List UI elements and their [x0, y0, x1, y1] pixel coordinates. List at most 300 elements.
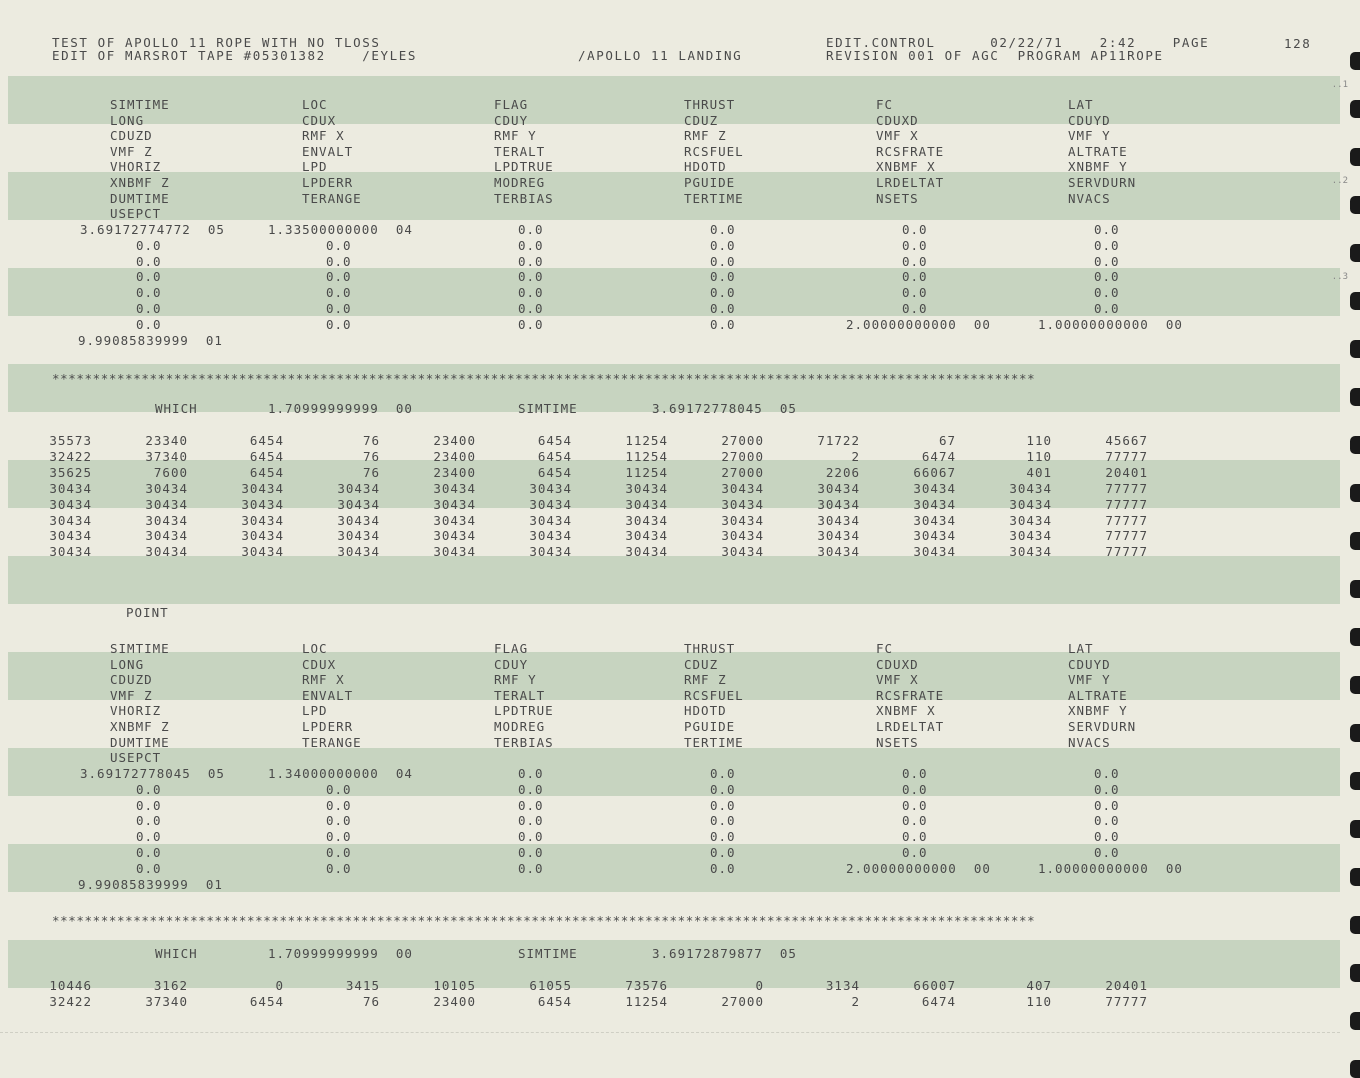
- block1-label: DUMTIME: [110, 190, 170, 206]
- block2-label: FLAG: [494, 641, 529, 656]
- octal1-cell: 30434: [625, 480, 668, 496]
- block1-label: THRUST: [684, 97, 736, 112]
- block1-value: 0.0: [902, 222, 928, 237]
- octal1-cell: 30434: [49, 512, 92, 528]
- block1-value: 0.0: [1094, 285, 1120, 301]
- block2-value: 0.0: [136, 829, 162, 845]
- block1-label: XNBMF Y: [1068, 159, 1128, 175]
- block1-value: 0.0: [1094, 269, 1120, 285]
- octal1-cell: 30434: [241, 496, 284, 512]
- sprocket-hole: [1350, 388, 1360, 406]
- block2-value: 0.0: [710, 845, 736, 860]
- octal1-cell: 30434: [145, 512, 188, 528]
- block1-label: PGUIDE: [684, 175, 736, 190]
- paper-band: [8, 556, 1340, 604]
- point-label: POINT: [126, 605, 169, 620]
- sprocket-hole: [1350, 628, 1360, 646]
- octal1-cell: 30434: [145, 528, 188, 544]
- block2-last-value: 9.99085839999 01: [78, 876, 223, 892]
- octal1-cell: 6454: [537, 464, 572, 480]
- paper-band: [8, 268, 1340, 316]
- block2-value: 0.0: [710, 781, 736, 797]
- block1-value: 0.0: [710, 285, 736, 301]
- octal1-cell: 30434: [1009, 496, 1052, 512]
- octal1-cell: 30434: [337, 496, 380, 512]
- sprocket-hole: [1350, 868, 1360, 886]
- block2-label: CDUXD: [876, 656, 919, 672]
- block2-label: CDUZD: [110, 672, 153, 688]
- block1-value: 0.0: [1094, 237, 1120, 253]
- octal1-cell: 76: [362, 464, 380, 480]
- block1-label: CDUY: [494, 112, 529, 128]
- octal1-cell: 6454: [249, 464, 284, 480]
- block1-value: 2.00000000000 00: [846, 316, 991, 332]
- block2-value: 0.0: [136, 813, 162, 829]
- block1-value: 0.0: [1094, 301, 1120, 316]
- octal1-cell: 30434: [1009, 544, 1052, 560]
- block1-label: NVACS: [1068, 190, 1111, 206]
- simtime-label: SIMTIME: [518, 946, 578, 961]
- block2-value: 0.0: [136, 797, 162, 813]
- block1-label: LOC: [302, 97, 328, 112]
- octal1-cell: 30434: [433, 496, 476, 512]
- block2-value: 0.0: [902, 813, 928, 829]
- octal2-cell: 0: [275, 978, 284, 993]
- block1-label: VHORIZ: [110, 159, 162, 175]
- block1-value: 0.0: [518, 301, 544, 316]
- octal1-cell: 30434: [337, 544, 380, 560]
- sprocket-hole: [1350, 676, 1360, 694]
- octal1-cell: 77777: [1105, 448, 1148, 464]
- block1-label: ENVALT: [302, 143, 354, 159]
- page-number: 128: [1284, 36, 1312, 51]
- block1-label: RMF X: [302, 128, 345, 144]
- header-revision: REVISION 001 OF AGC PROGRAM AP11ROPE: [826, 48, 1164, 63]
- octal1-cell: 76: [362, 433, 380, 448]
- block1-value: 0.0: [710, 301, 736, 316]
- octal1-cell: 45667: [1105, 433, 1148, 448]
- block1-value: 0.0: [902, 237, 928, 253]
- block2-label: TERTIME: [684, 734, 744, 750]
- simtime-label: SIMTIME: [518, 401, 578, 416]
- paper-band: [8, 76, 1340, 124]
- block1-label: VMF X: [876, 128, 919, 144]
- block1-label: CDUZD: [110, 128, 153, 144]
- block1-label: TERTIME: [684, 190, 744, 206]
- block1-label: VMF Y: [1068, 128, 1111, 144]
- sprocket-hole: [1350, 532, 1360, 550]
- block1-label: FLAG: [494, 97, 529, 112]
- octal1-cell: 27000: [721, 448, 764, 464]
- block1-label: NSETS: [876, 190, 919, 206]
- block2-label: LAT: [1068, 641, 1094, 656]
- block1-value: 0.0: [902, 301, 928, 316]
- block1-label: LAT: [1068, 97, 1094, 112]
- octal1-cell: 30434: [433, 544, 476, 560]
- block1-value: 0.0: [518, 253, 544, 269]
- octal1-cell: 7600: [153, 464, 188, 480]
- paper-band: [8, 172, 1340, 220]
- octal1-cell: 67: [938, 433, 956, 448]
- block1-value: 0.0: [518, 269, 544, 285]
- octal1-cell: 30434: [529, 512, 572, 528]
- octal1-cell: 27000: [721, 464, 764, 480]
- block1-label: SERVDURN: [1068, 175, 1137, 190]
- block1-label: RCSFUEL: [684, 143, 744, 159]
- block1-value: 0.0: [710, 253, 736, 269]
- octal1-cell: 6454: [249, 448, 284, 464]
- block2-label: RMF Z: [684, 672, 727, 688]
- block2-label: NSETS: [876, 734, 919, 750]
- octal2-cell: 77777: [1105, 993, 1148, 1009]
- octal1-cell: 30434: [529, 480, 572, 496]
- block2-value: 0.0: [1094, 766, 1120, 781]
- header-edit-control: EDIT.CONTROL 02/22/71 2:42 PAGE: [826, 35, 1210, 50]
- octal1-cell: 30434: [337, 512, 380, 528]
- block1-value: 0.0: [518, 285, 544, 301]
- block1-label: RCSFRATE: [876, 143, 945, 159]
- block1-label: LPDTRUE: [494, 159, 554, 175]
- block2-label: LONG: [110, 656, 145, 672]
- block2-label: PGUIDE: [684, 719, 736, 734]
- block1-value: 0.0: [710, 269, 736, 285]
- block1-value: 0.0: [326, 316, 352, 332]
- octal1-cell: 30434: [337, 480, 380, 496]
- octal1-cell: 30434: [721, 544, 764, 560]
- octal1-cell: 71722: [817, 433, 860, 448]
- block1-label: CDUZ: [684, 112, 719, 128]
- block2-value: 0.0: [518, 797, 544, 813]
- block2-label: CDUYD: [1068, 656, 1111, 672]
- octal1-cell: 11254: [625, 464, 668, 480]
- block1-value: 0.0: [326, 237, 352, 253]
- block2-value: 2.00000000000 00: [846, 860, 991, 876]
- block2-value: 0.0: [1094, 797, 1120, 813]
- block1-value: 0.0: [518, 316, 544, 332]
- octal2-cell: 10105: [433, 978, 476, 993]
- block2-value: 0.0: [1094, 813, 1120, 829]
- block2-value: 0.0: [710, 766, 736, 781]
- block2-value: 0.0: [710, 860, 736, 876]
- block2-value: 0.0: [326, 829, 352, 845]
- block2-value: 0.0: [136, 845, 162, 860]
- block1-value: 0.0: [1094, 253, 1120, 269]
- octal1-cell: 77777: [1105, 528, 1148, 544]
- block2-value: 0.0: [710, 797, 736, 813]
- octal1-cell: 30434: [241, 544, 284, 560]
- block2-label: XNBMF Z: [110, 719, 170, 734]
- block1-value: 0.0: [710, 222, 736, 237]
- block2-label: LPDTRUE: [494, 703, 554, 719]
- sprocket-hole: [1350, 436, 1360, 454]
- octal1-cell: 30434: [433, 480, 476, 496]
- octal1-cell: 23400: [433, 448, 476, 464]
- simtime-value: 3.69172879877 05: [652, 946, 797, 961]
- block2-label: TERANGE: [302, 734, 362, 750]
- block2-value: 0.0: [1094, 829, 1120, 845]
- block1-label: HDOTD: [684, 159, 727, 175]
- block1-value: 0.0: [326, 253, 352, 269]
- octal1-cell: 30434: [529, 496, 572, 512]
- sprocket-hole: [1350, 484, 1360, 502]
- octal1-cell: 30434: [145, 496, 188, 512]
- block2-value: 0.0: [518, 829, 544, 845]
- block2-value: 0.0: [326, 860, 352, 876]
- octal2-cell: 32422: [49, 993, 92, 1009]
- octal2-cell: 27000: [721, 993, 764, 1009]
- block2-label: VMF Z: [110, 687, 153, 703]
- block1-label: LRDELTAT: [876, 175, 945, 190]
- block2-label: LOC: [302, 641, 328, 656]
- block2-value: 0.0: [518, 845, 544, 860]
- header-center: /APOLLO 11 LANDING: [578, 48, 743, 63]
- octal1-cell: 30434: [721, 528, 764, 544]
- block2-label: LRDELTAT: [876, 719, 945, 734]
- octal1-cell: 30434: [145, 480, 188, 496]
- octal2-cell: 407: [1026, 978, 1052, 993]
- block2-label: VMF X: [876, 672, 919, 688]
- sprocket-hole: [1350, 724, 1360, 742]
- octal1-cell: 35573: [49, 433, 92, 448]
- octal1-cell: 37340: [145, 448, 188, 464]
- simtime-value: 3.69172778045 05: [652, 401, 797, 416]
- block1-value: 0.0: [326, 285, 352, 301]
- sprocket-hole: [1350, 1012, 1360, 1030]
- octal2-cell: 23400: [433, 993, 476, 1009]
- octal1-cell: 77777: [1105, 544, 1148, 560]
- octal1-cell: 23400: [433, 464, 476, 480]
- sprocket-hole: [1350, 148, 1360, 166]
- octal1-cell: 30434: [817, 544, 860, 560]
- block1-value: 0.0: [136, 316, 162, 332]
- octal1-cell: 30434: [625, 512, 668, 528]
- octal2-cell: 10446: [49, 978, 92, 993]
- octal1-cell: 23400: [433, 433, 476, 448]
- block2-value: 0.0: [1094, 781, 1120, 797]
- sprocket-hole: [1350, 292, 1360, 310]
- octal1-cell: 27000: [721, 433, 764, 448]
- octal1-cell: 30434: [49, 544, 92, 560]
- block2-label: MODREG: [494, 719, 546, 734]
- block2-value: 0.0: [710, 829, 736, 845]
- octal1-cell: 30434: [433, 528, 476, 544]
- block1-label: MODREG: [494, 175, 546, 190]
- octal1-cell: 30434: [145, 544, 188, 560]
- octal1-cell: 2206: [825, 464, 860, 480]
- block1-value: 0.0: [1094, 222, 1120, 237]
- block2-value: 0.0: [710, 813, 736, 829]
- octal2-cell: 37340: [145, 993, 188, 1009]
- octal1-cell: 32422: [49, 448, 92, 464]
- octal1-cell: 23340: [145, 433, 188, 448]
- block2-value: 0.0: [902, 829, 928, 845]
- block2-label: RCSFUEL: [684, 687, 744, 703]
- separator-stars: *************************************************************************************************************************: [52, 913, 1036, 928]
- octal1-cell: 30434: [241, 480, 284, 496]
- block2-value: 0.0: [518, 860, 544, 876]
- octal1-cell: 20401: [1105, 464, 1148, 480]
- sprocket-hole: [1350, 52, 1360, 70]
- block2-label: RMF X: [302, 672, 345, 688]
- block2-value: 1.34000000000 04: [268, 766, 413, 781]
- block2-label: VMF Y: [1068, 672, 1111, 688]
- octal1-cell: 30434: [1009, 512, 1052, 528]
- block2-label: SIMTIME: [110, 641, 170, 656]
- block2-label: HDOTD: [684, 703, 727, 719]
- block2-label: XNBMF X: [876, 703, 936, 719]
- octal1-cell: 30434: [817, 480, 860, 496]
- block2-label: THRUST: [684, 641, 736, 656]
- block1-label: VMF Z: [110, 143, 153, 159]
- block1-label: LONG: [110, 112, 145, 128]
- sprocket-hole: [1350, 964, 1360, 982]
- octal1-cell: 30434: [1009, 528, 1052, 544]
- octal2-cell: 3415: [345, 978, 380, 993]
- octal1-cell: 30434: [913, 480, 956, 496]
- block2-value: 0.0: [518, 813, 544, 829]
- octal1-cell: 35625: [49, 464, 92, 480]
- block1-value: 1.33500000000 04: [268, 222, 413, 237]
- block1-value: 0.0: [518, 237, 544, 253]
- octal1-cell: 66067: [913, 464, 956, 480]
- block2-value: 0.0: [902, 781, 928, 797]
- octal1-cell: 401: [1026, 464, 1052, 480]
- octal1-cell: 11254: [625, 448, 668, 464]
- sprocket-hole: [1350, 340, 1360, 358]
- block2-value: 0.0: [136, 860, 162, 876]
- block1-value: 1.00000000000 00: [1038, 316, 1183, 332]
- sprocket-hole: [1350, 820, 1360, 838]
- block2-label: SERVDURN: [1068, 719, 1137, 734]
- sprocket-hole: [1350, 196, 1360, 214]
- octal2-cell: 6474: [921, 993, 956, 1009]
- block1-label: LPD: [302, 159, 328, 175]
- block1-value: 0.0: [902, 269, 928, 285]
- block2-value: 0.0: [518, 781, 544, 797]
- block2-label: CDUY: [494, 656, 529, 672]
- block2-label: XNBMF Y: [1068, 703, 1128, 719]
- block1-label: TERALT: [494, 143, 546, 159]
- octal1-cell: 30434: [49, 496, 92, 512]
- octal1-cell: 30434: [625, 496, 668, 512]
- octal1-cell: 30434: [721, 496, 764, 512]
- block1-label: SIMTIME: [110, 97, 170, 112]
- block1-label: TERBIAS: [494, 190, 554, 206]
- block1-value: 0.0: [902, 253, 928, 269]
- block1-value: 3.69172774772 05: [80, 222, 225, 237]
- block1-label: RMF Y: [494, 128, 537, 144]
- perforation-line: [0, 1032, 1340, 1033]
- octal1-cell: 2: [851, 448, 860, 464]
- block2-label: ALTRATE: [1068, 687, 1128, 703]
- block1-value: 0.0: [326, 269, 352, 285]
- which-label: WHICH: [155, 401, 198, 416]
- octal2-cell: 110: [1026, 993, 1052, 1009]
- block2-label: VHORIZ: [110, 703, 162, 719]
- octal1-cell: 30434: [49, 480, 92, 496]
- block1-label: FC: [876, 97, 894, 112]
- block2-label: RCSFRATE: [876, 687, 945, 703]
- octal1-cell: 30434: [529, 544, 572, 560]
- sprocket-hole: [1350, 580, 1360, 598]
- octal2-cell: 3162: [153, 978, 188, 993]
- octal1-cell: 30434: [817, 528, 860, 544]
- octal2-cell: 73576: [625, 978, 668, 993]
- block1-value: 0.0: [136, 253, 162, 269]
- block1-value: 0.0: [136, 285, 162, 301]
- block2-label: RMF Y: [494, 672, 537, 688]
- block2-value: 0.0: [902, 797, 928, 813]
- margin-mark: ..1: [1331, 80, 1348, 90]
- octal2-cell: 3134: [825, 978, 860, 993]
- block2-value: 3.69172778045 05: [80, 766, 225, 781]
- block2-label: NVACS: [1068, 734, 1111, 750]
- octal1-cell: 30434: [241, 528, 284, 544]
- octal1-cell: 30434: [913, 496, 956, 512]
- margin-mark: ..3: [1331, 272, 1348, 282]
- block2-label: TERALT: [494, 687, 546, 703]
- block2-label: DUMTIME: [110, 734, 170, 750]
- block2-value: 0.0: [136, 781, 162, 797]
- which-label: WHICH: [155, 946, 198, 961]
- octal1-cell: 110: [1026, 433, 1052, 448]
- octal1-cell: 11254: [625, 433, 668, 448]
- octal1-cell: 6454: [537, 433, 572, 448]
- block1-value: 0.0: [518, 222, 544, 237]
- octal2-cell: 11254: [625, 993, 668, 1009]
- octal1-cell: 77777: [1105, 512, 1148, 528]
- block2-value: 0.0: [326, 813, 352, 829]
- paper-band: [8, 652, 1340, 700]
- block2-value: 0.0: [326, 781, 352, 797]
- octal1-cell: 30434: [721, 480, 764, 496]
- octal1-cell: 110: [1026, 448, 1052, 464]
- octal1-cell: 6474: [921, 448, 956, 464]
- block1-label: ALTRATE: [1068, 143, 1128, 159]
- octal2-cell: 66007: [913, 978, 956, 993]
- octal1-cell: 30434: [49, 528, 92, 544]
- block1-label: XNBMF Z: [110, 175, 170, 190]
- block1-value: 0.0: [326, 301, 352, 316]
- block1-label: XNBMF X: [876, 159, 936, 175]
- octal2-cell: 0: [755, 978, 764, 993]
- block2-label: ENVALT: [302, 687, 354, 703]
- block1-label: CDUYD: [1068, 112, 1111, 128]
- block1-label: CDUX: [302, 112, 337, 128]
- block2-value: 0.0: [326, 845, 352, 860]
- block2-value: 1.00000000000 00: [1038, 860, 1183, 876]
- which-value: 1.70999999999 00: [268, 946, 413, 961]
- octal1-cell: 30434: [625, 544, 668, 560]
- block2-value: 0.0: [902, 766, 928, 781]
- block2-label: LPD: [302, 703, 328, 719]
- margin-mark: ..2: [1331, 176, 1348, 186]
- octal1-cell: 6454: [249, 433, 284, 448]
- sprocket-hole: [1350, 916, 1360, 934]
- block2-label: CDUZ: [684, 656, 719, 672]
- block1-label: RMF Z: [684, 128, 727, 144]
- block1-value: 0.0: [902, 285, 928, 301]
- block2-label: USEPCT: [110, 750, 162, 766]
- block2-value: 0.0: [326, 797, 352, 813]
- sprocket-hole: [1350, 772, 1360, 790]
- header-title: TEST OF APOLLO 11 ROPE WITH NO TLOSS: [52, 35, 381, 50]
- block2-label: CDUX: [302, 656, 337, 672]
- octal1-cell: 30434: [1009, 480, 1052, 496]
- octal1-cell: 30434: [817, 496, 860, 512]
- octal1-cell: 30434: [721, 512, 764, 528]
- block1-value: 0.0: [710, 237, 736, 253]
